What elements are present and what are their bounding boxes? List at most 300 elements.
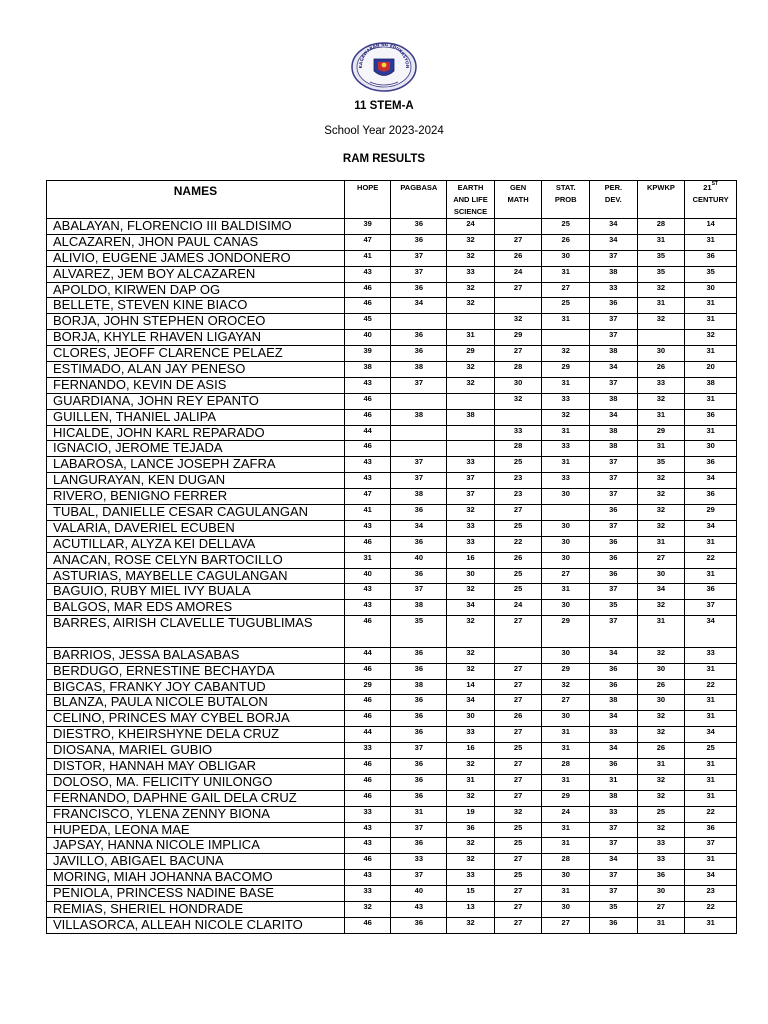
- per-dev-score: 38: [590, 425, 638, 441]
- 21st-century-score: 38: [685, 377, 737, 393]
- hope-score: 46: [344, 663, 391, 679]
- name-cell: JAPSAY, HANNA NICOLE IMPLICA: [47, 838, 345, 854]
- kpwkp-score: 33: [637, 377, 685, 393]
- deped-seal-logo: [350, 42, 418, 92]
- name-cell: BORJA, JOHN STEPHEN OROCEO: [47, 314, 345, 330]
- per-dev-score: 37: [590, 520, 638, 536]
- hope-score: 43: [344, 473, 391, 489]
- stat-prob-score: 27: [542, 695, 590, 711]
- kpwkp-score: 32: [637, 473, 685, 489]
- name-cell: FERNANDO, DAPHNE GAIL DELA CRUZ: [47, 790, 345, 806]
- 21st-century-score: 31: [685, 759, 737, 775]
- gen-math-score: [494, 647, 542, 663]
- pagbasa-score: 36: [391, 695, 447, 711]
- hope-score: 46: [344, 774, 391, 790]
- earth-life-science-score: [447, 314, 495, 330]
- 21st-century-score: 31: [685, 711, 737, 727]
- kpwkp-score: 34: [637, 584, 685, 600]
- name-cell: BARRES, AIRISH CLAVELLE TUGUBLIMAS: [47, 616, 345, 648]
- col-header-stat-line2: PROB: [554, 195, 577, 204]
- earth-life-science-score: 16: [447, 552, 495, 568]
- earth-life-science-score: 32: [447, 234, 495, 250]
- kpwkp-score: 31: [637, 917, 685, 933]
- name-cell: APOLDO, KIRWEN DAP OG: [47, 282, 345, 298]
- pagbasa-score: 38: [391, 362, 447, 378]
- pagbasa-score: 37: [391, 473, 447, 489]
- earth-life-science-score: 36: [447, 822, 495, 838]
- stat-prob-score: 31: [542, 727, 590, 743]
- gen-math-score: 27: [494, 917, 542, 933]
- per-dev-score: 38: [590, 346, 638, 362]
- earth-life-science-score: 24: [447, 219, 495, 235]
- name-cell: RIVERO, BENIGNO FERRER: [47, 489, 345, 505]
- kpwkp-score: 26: [637, 743, 685, 759]
- per-dev-score: 33: [590, 282, 638, 298]
- name-cell: DISTOR, HANNAH MAY OBLIGAR: [47, 759, 345, 775]
- per-dev-score: 37: [590, 584, 638, 600]
- kpwkp-score: 30: [637, 886, 685, 902]
- earth-life-science-score: 32: [447, 790, 495, 806]
- pagbasa-score: 36: [391, 568, 447, 584]
- stat-prob-score: [542, 505, 590, 521]
- gen-math-score: 25: [494, 838, 542, 854]
- hope-score: 38: [344, 362, 391, 378]
- per-dev-score: 36: [590, 552, 638, 568]
- col-header-hope: HOPE: [344, 181, 391, 219]
- gen-math-score: 23: [494, 489, 542, 505]
- pagbasa-score: 36: [391, 838, 447, 854]
- 21st-century-score: 31: [685, 790, 737, 806]
- earth-life-science-score: 37: [447, 473, 495, 489]
- kpwkp-score: 35: [637, 250, 685, 266]
- gen-math-score: 26: [494, 552, 542, 568]
- table-row: [47, 536, 737, 552]
- pagbasa-score: [391, 393, 447, 409]
- col-header-gen-line1: GEN: [509, 183, 527, 192]
- table-row: [47, 282, 737, 298]
- 21st-century-score: 31: [685, 298, 737, 314]
- stat-prob-score: 30: [542, 552, 590, 568]
- gen-math-score: 29: [494, 330, 542, 346]
- table-row: [47, 250, 737, 266]
- earth-life-science-score: 30: [447, 711, 495, 727]
- name-cell: JAVILLO, ABIGAEL BACUNA: [47, 854, 345, 870]
- earth-life-science-score: [447, 393, 495, 409]
- table-row: [47, 774, 737, 790]
- pagbasa-score: 33: [391, 854, 447, 870]
- table-row: [47, 584, 737, 600]
- earth-life-science-score: 32: [447, 298, 495, 314]
- col-header-earth-line2: AND LIFE: [453, 195, 488, 204]
- 21st-century-score: 36: [685, 822, 737, 838]
- stat-prob-score: 31: [542, 314, 590, 330]
- stat-prob-score: 30: [542, 489, 590, 505]
- earth-life-science-score: 16: [447, 743, 495, 759]
- hope-score: 43: [344, 457, 391, 473]
- per-dev-score: 37: [590, 489, 638, 505]
- stat-prob-score: 30: [542, 870, 590, 886]
- earth-life-science-score: 15: [447, 886, 495, 902]
- pagbasa-score: 36: [391, 790, 447, 806]
- 21st-century-score: 31: [685, 917, 737, 933]
- 21st-century-score: 31: [685, 536, 737, 552]
- table-row: [47, 695, 737, 711]
- earth-life-science-score: 19: [447, 806, 495, 822]
- stat-prob-score: 32: [542, 679, 590, 695]
- earth-life-science-score: 14: [447, 679, 495, 695]
- per-dev-score: 36: [590, 679, 638, 695]
- 21st-century-score: 30: [685, 282, 737, 298]
- table-row: [47, 377, 737, 393]
- hope-score: 40: [344, 330, 391, 346]
- kpwkp-score: 30: [637, 568, 685, 584]
- gen-math-score: 27: [494, 679, 542, 695]
- name-cell: REMIAS, SHERIEL HONDRADE: [47, 902, 345, 918]
- name-cell: DIESTRO, KHEIRSHYNE DELA CRUZ: [47, 727, 345, 743]
- name-cell: PENIOLA, PRINCESS NADINE BASE: [47, 886, 345, 902]
- gen-math-score: 33: [494, 425, 542, 441]
- table-row: [47, 886, 737, 902]
- name-cell: CLORES, JEOFF CLARENCE PELAEZ: [47, 346, 345, 362]
- stat-prob-score: 29: [542, 663, 590, 679]
- school-year: School Year 2023-2024: [324, 125, 444, 137]
- pagbasa-score: [391, 425, 447, 441]
- kpwkp-score: 32: [637, 711, 685, 727]
- kpwkp-score: 31: [637, 441, 685, 457]
- table-row: [47, 568, 737, 584]
- kpwkp-score: 26: [637, 679, 685, 695]
- stat-prob-score: 25: [542, 219, 590, 235]
- kpwkp-score: 26: [637, 362, 685, 378]
- gen-math-score: 27: [494, 663, 542, 679]
- stat-prob-score: 31: [542, 774, 590, 790]
- col-header-earth-line1: EARTH: [457, 183, 484, 192]
- stat-prob-score: 33: [542, 441, 590, 457]
- per-dev-score: 34: [590, 409, 638, 425]
- svg-text:KAGAWARAN NG EDUKASYON: KAGAWARAN NG EDUKASYON: [357, 42, 411, 69]
- stat-prob-score: 27: [542, 568, 590, 584]
- name-cell: ALVAREZ, JEM BOY ALCAZAREN: [47, 266, 345, 282]
- gen-math-score: 32: [494, 314, 542, 330]
- per-dev-score: 37: [590, 377, 638, 393]
- stat-prob-score: 30: [542, 711, 590, 727]
- 21st-century-score: 36: [685, 584, 737, 600]
- ram-results-table: [46, 180, 737, 934]
- hope-score: 43: [344, 520, 391, 536]
- col-header-21-word: CENTURY: [692, 195, 729, 204]
- col-header-kpwkp: KPWKP: [637, 181, 685, 219]
- gen-math-score: 24: [494, 600, 542, 616]
- gen-math-score: 32: [494, 806, 542, 822]
- name-cell: BALGOS, MAR EDS AMORES: [47, 600, 345, 616]
- earth-life-science-score: 37: [447, 489, 495, 505]
- per-dev-score: 34: [590, 743, 638, 759]
- stat-prob-score: 29: [542, 790, 590, 806]
- table-row: [47, 234, 737, 250]
- gen-math-score: 25: [494, 520, 542, 536]
- earth-life-science-score: 32: [447, 917, 495, 933]
- hope-score: 46: [344, 298, 391, 314]
- col-header-gen-line2: MATH: [507, 195, 529, 204]
- kpwkp-score: 31: [637, 409, 685, 425]
- gen-math-score: 28: [494, 441, 542, 457]
- table-row: [47, 409, 737, 425]
- hope-score: 39: [344, 346, 391, 362]
- earth-life-science-score: 32: [447, 838, 495, 854]
- hope-score: 45: [344, 314, 391, 330]
- per-dev-score: 36: [590, 505, 638, 521]
- per-dev-score: 36: [590, 759, 638, 775]
- table-row: [47, 425, 737, 441]
- per-dev-score: 34: [590, 854, 638, 870]
- pagbasa-score: 37: [391, 743, 447, 759]
- kpwkp-score: 35: [637, 266, 685, 282]
- col-header-pagbasa: PAGBASA: [391, 181, 447, 219]
- earth-life-science-score: 33: [447, 536, 495, 552]
- table-row: [47, 520, 737, 536]
- 21st-century-score: 37: [685, 600, 737, 616]
- stat-prob-score: 30: [542, 520, 590, 536]
- hope-score: 46: [344, 854, 391, 870]
- name-cell: BARRIOS, JESSA BALASABAS: [47, 647, 345, 663]
- pagbasa-score: 37: [391, 870, 447, 886]
- gen-math-score: 22: [494, 536, 542, 552]
- 21st-century-score: 31: [685, 346, 737, 362]
- 21st-century-score: 34: [685, 520, 737, 536]
- hope-score: 43: [344, 584, 391, 600]
- earth-life-science-score: 32: [447, 505, 495, 521]
- earth-life-science-score: 33: [447, 266, 495, 282]
- pagbasa-score: 36: [391, 663, 447, 679]
- kpwkp-score: 30: [637, 346, 685, 362]
- hope-score: 46: [344, 282, 391, 298]
- earth-life-science-score: 38: [447, 409, 495, 425]
- kpwkp-score: 32: [637, 489, 685, 505]
- table-row: [47, 759, 737, 775]
- kpwkp-score: 32: [637, 600, 685, 616]
- table-row: [47, 330, 737, 346]
- table-row: [47, 298, 737, 314]
- pagbasa-score: 37: [391, 822, 447, 838]
- stat-prob-score: 30: [542, 536, 590, 552]
- table-header-row: [47, 181, 737, 219]
- stat-prob-score: 29: [542, 362, 590, 378]
- kpwkp-score: 32: [637, 282, 685, 298]
- kpwkp-score: 32: [637, 647, 685, 663]
- 21st-century-score: 31: [685, 854, 737, 870]
- kpwkp-score: 31: [637, 298, 685, 314]
- pagbasa-score: 38: [391, 489, 447, 505]
- stat-prob-score: 31: [542, 584, 590, 600]
- name-cell: LABAROSA, LANCE JOSEPH ZAFRA: [47, 457, 345, 473]
- earth-life-science-score: 33: [447, 727, 495, 743]
- earth-life-science-score: 32: [447, 759, 495, 775]
- name-cell: TUBAL, DANIELLE CESAR CAGULANGAN: [47, 505, 345, 521]
- kpwkp-score: 27: [637, 552, 685, 568]
- pagbasa-score: 37: [391, 377, 447, 393]
- per-dev-score: 36: [590, 536, 638, 552]
- kpwkp-score: 30: [637, 695, 685, 711]
- name-cell: ESTIMADO, ALAN JAY PENESO: [47, 362, 345, 378]
- table-row: [47, 838, 737, 854]
- col-header-stat-line1: STAT.: [555, 183, 576, 192]
- 21st-century-score: 37: [685, 838, 737, 854]
- gen-math-score: [494, 298, 542, 314]
- pagbasa-score: 36: [391, 711, 447, 727]
- stat-prob-score: 28: [542, 759, 590, 775]
- per-dev-score: 37: [590, 457, 638, 473]
- hope-score: 46: [344, 917, 391, 933]
- per-dev-score: 33: [590, 806, 638, 822]
- stat-prob-score: 31: [542, 822, 590, 838]
- kpwkp-score: 27: [637, 902, 685, 918]
- earth-life-science-score: 32: [447, 616, 495, 648]
- 21st-century-score: 32: [685, 330, 737, 346]
- gen-math-score: 24: [494, 266, 542, 282]
- gen-math-score: 27: [494, 790, 542, 806]
- table-row: [47, 505, 737, 521]
- gen-math-score: 27: [494, 346, 542, 362]
- hope-score: 43: [344, 266, 391, 282]
- hope-score: 33: [344, 806, 391, 822]
- 21st-century-score: 31: [685, 393, 737, 409]
- kpwkp-score: 33: [637, 838, 685, 854]
- table-row: [47, 489, 737, 505]
- pagbasa-score: 35: [391, 616, 447, 648]
- stat-prob-score: 31: [542, 743, 590, 759]
- table-row: [47, 616, 737, 648]
- table-row: [47, 663, 737, 679]
- pagbasa-score: 40: [391, 886, 447, 902]
- name-cell: ACUTILLAR, ALYZA KEI DELLAVA: [47, 536, 345, 552]
- name-cell: BERDUGO, ERNESTINE BECHAYDA: [47, 663, 345, 679]
- pagbasa-score: 36: [391, 282, 447, 298]
- 21st-century-score: 22: [685, 679, 737, 695]
- stat-prob-score: 31: [542, 266, 590, 282]
- col-header-names: NAMES: [47, 181, 345, 219]
- pagbasa-score: 38: [391, 600, 447, 616]
- 21st-century-score: 22: [685, 902, 737, 918]
- name-cell: MORING, MIAH JOHANNA BACOMO: [47, 870, 345, 886]
- hope-score: 43: [344, 870, 391, 886]
- stat-prob-score: 31: [542, 377, 590, 393]
- 21st-century-score: 34: [685, 727, 737, 743]
- gen-math-score: 26: [494, 250, 542, 266]
- pagbasa-score: 38: [391, 409, 447, 425]
- pagbasa-score: [391, 441, 447, 457]
- hope-score: 43: [344, 600, 391, 616]
- gen-math-score: 25: [494, 457, 542, 473]
- pagbasa-score: 36: [391, 330, 447, 346]
- kpwkp-score: 32: [637, 774, 685, 790]
- kpwkp-score: 31: [637, 234, 685, 250]
- hope-score: 44: [344, 425, 391, 441]
- earth-life-science-score: 13: [447, 902, 495, 918]
- per-dev-score: 35: [590, 902, 638, 918]
- pagbasa-score: 36: [391, 759, 447, 775]
- name-cell: BIGCAS, FRANKY JOY CABANTUD: [47, 679, 345, 695]
- table-row: [47, 219, 737, 235]
- earth-life-science-score: 32: [447, 362, 495, 378]
- hope-score: 29: [344, 679, 391, 695]
- table-row: [47, 473, 737, 489]
- table-body: [47, 219, 737, 934]
- 21st-century-score: 31: [685, 314, 737, 330]
- hope-score: 43: [344, 838, 391, 854]
- 21st-century-score: 36: [685, 457, 737, 473]
- name-cell: GUARDIANA, JOHN REY EPANTO: [47, 393, 345, 409]
- earth-life-science-score: 31: [447, 774, 495, 790]
- hope-score: 46: [344, 695, 391, 711]
- hope-score: 32: [344, 902, 391, 918]
- 21st-century-score: 31: [685, 663, 737, 679]
- per-dev-score: 36: [590, 663, 638, 679]
- kpwkp-score: 29: [637, 425, 685, 441]
- earth-life-science-score: 30: [447, 568, 495, 584]
- per-dev-score: 38: [590, 695, 638, 711]
- earth-life-science-score: 33: [447, 870, 495, 886]
- name-cell: BELLETE, STEVEN KINE BIACO: [47, 298, 345, 314]
- earth-life-science-score: 32: [447, 250, 495, 266]
- earth-life-science-score: 33: [447, 520, 495, 536]
- stat-prob-score: 27: [542, 282, 590, 298]
- kpwkp-score: 31: [637, 759, 685, 775]
- per-dev-score: 34: [590, 711, 638, 727]
- kpwkp-score: 31: [637, 616, 685, 648]
- pagbasa-score: 36: [391, 647, 447, 663]
- stat-prob-score: [542, 330, 590, 346]
- stat-prob-score: 33: [542, 473, 590, 489]
- gen-math-score: 27: [494, 774, 542, 790]
- per-dev-score: 34: [590, 234, 638, 250]
- kpwkp-score: 31: [637, 536, 685, 552]
- earth-life-science-score: [447, 425, 495, 441]
- 21st-century-score: 31: [685, 568, 737, 584]
- table-row: [47, 790, 737, 806]
- stat-prob-score: 28: [542, 854, 590, 870]
- per-dev-score: 37: [590, 870, 638, 886]
- 21st-century-score: 22: [685, 552, 737, 568]
- 21st-century-score: 25: [685, 743, 737, 759]
- stat-prob-score: 31: [542, 886, 590, 902]
- pagbasa-score: 36: [391, 727, 447, 743]
- gen-math-score: 27: [494, 616, 542, 648]
- table-row: [47, 314, 737, 330]
- pagbasa-score: 36: [391, 234, 447, 250]
- hope-score: 46: [344, 393, 391, 409]
- per-dev-score: 37: [590, 886, 638, 902]
- gen-math-score: [494, 219, 542, 235]
- hope-score: 46: [344, 759, 391, 775]
- kpwkp-score: 25: [637, 806, 685, 822]
- stat-prob-score: 32: [542, 409, 590, 425]
- name-cell: BLANZA, PAULA NICOLE BUTALON: [47, 695, 345, 711]
- gen-math-score: 23: [494, 473, 542, 489]
- kpwkp-score: 32: [637, 822, 685, 838]
- 21st-century-score: 34: [685, 870, 737, 886]
- kpwkp-score: 36: [637, 870, 685, 886]
- per-dev-score: 31: [590, 774, 638, 790]
- table-row: [47, 457, 737, 473]
- hope-score: 46: [344, 536, 391, 552]
- gen-math-score: 27: [494, 854, 542, 870]
- hope-score: 46: [344, 441, 391, 457]
- kpwkp-score: 35: [637, 457, 685, 473]
- table-row: [47, 902, 737, 918]
- gen-math-score: 32: [494, 393, 542, 409]
- kpwkp-score: 32: [637, 393, 685, 409]
- col-header-gen-math: [494, 181, 542, 219]
